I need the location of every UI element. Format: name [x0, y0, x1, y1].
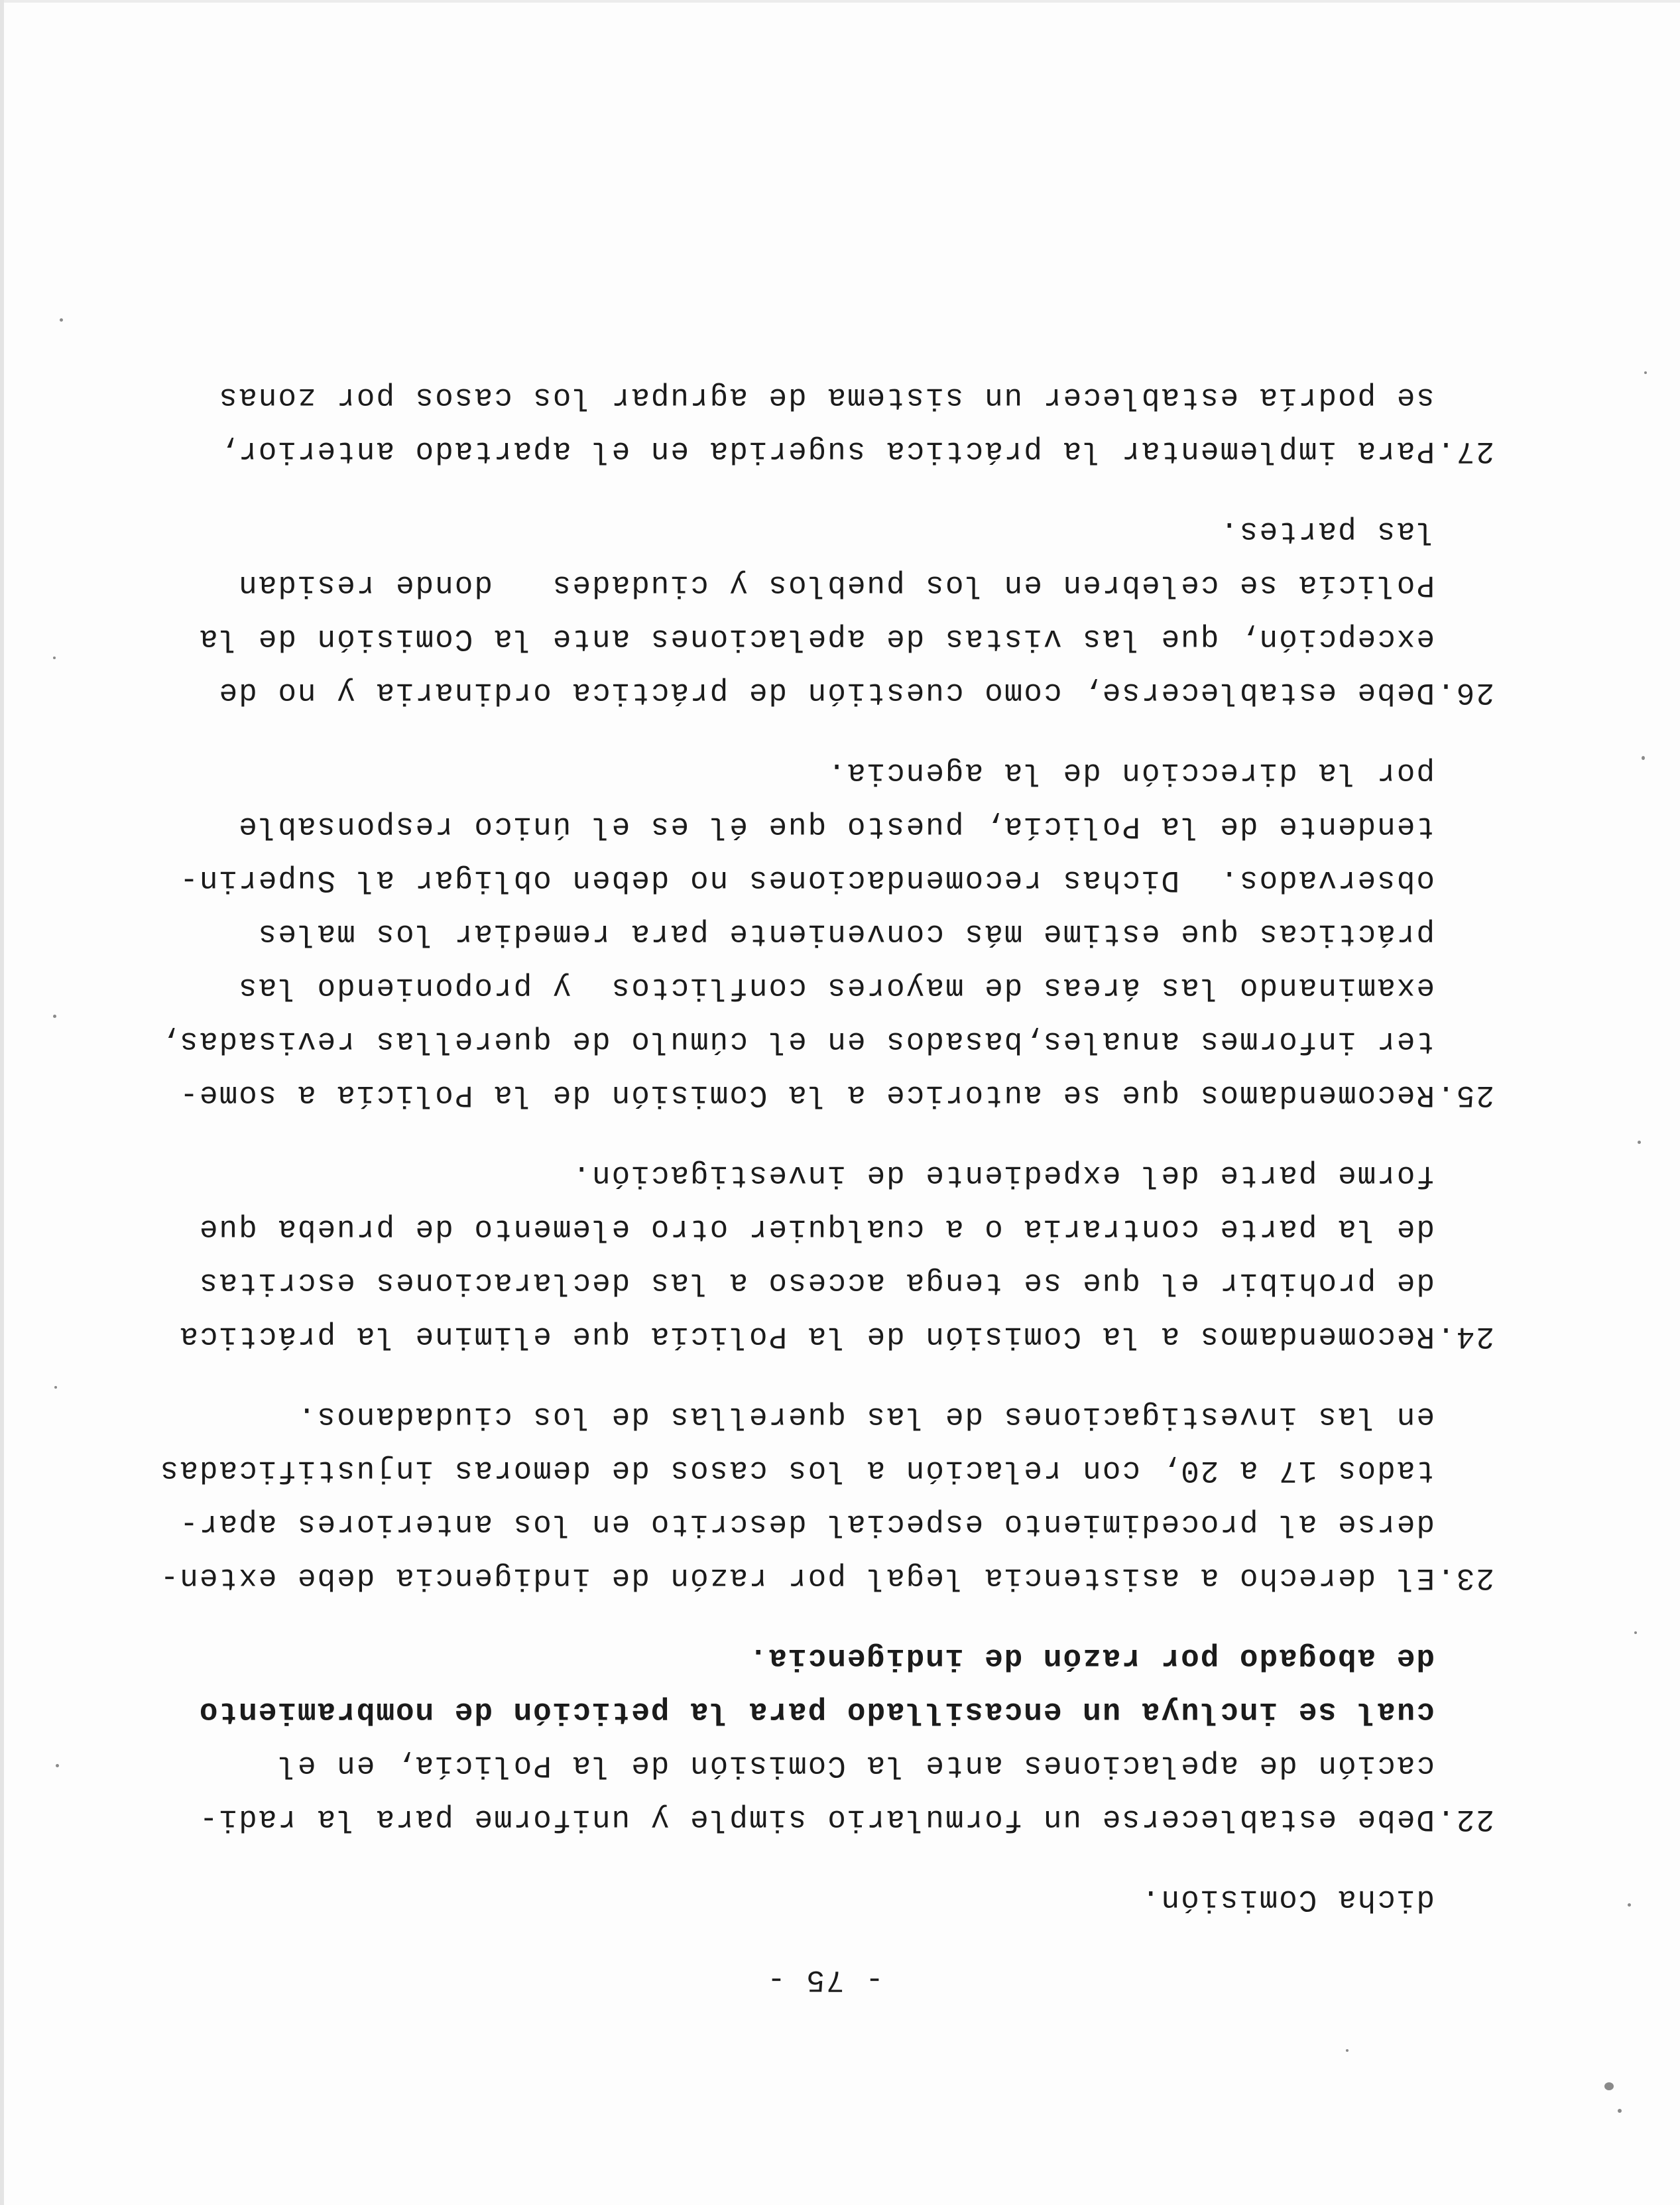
item-number: 27. — [1435, 434, 1494, 468]
line-text: ter informes anuales,basados en el cúmulo de querellas revisadas, — [158, 1024, 1435, 1058]
text-line — [155, 1497, 1494, 1550]
text-line — [155, 1631, 1494, 1684]
text-line — [155, 799, 1494, 853]
line-text: cual se incluya un encasillado para la petición de nombramiento — [198, 1694, 1435, 1729]
text-line — [155, 424, 1494, 477]
text-line — [155, 1068, 1494, 1121]
scan-speck — [1642, 756, 1645, 760]
text-line — [155, 1684, 1494, 1738]
typed-text-block — [155, 370, 1494, 2006]
item-number: 26. — [1435, 675, 1494, 710]
line-text: excepción, que las vistas de apelaciones ante la Comisión de la — [198, 621, 1435, 656]
item-number: 23. — [1435, 1560, 1494, 1595]
text-line — [155, 1443, 1494, 1497]
page-number: - 75 - — [766, 1962, 884, 1997]
line-text: de prohibir el que se tenga acceso a las declaraciones escritas — [198, 1265, 1435, 1300]
scan-speck — [56, 1764, 59, 1767]
text-line — [155, 1255, 1494, 1309]
line-text: Debe establecerse un formulario simple y uniforme para la radi- — [198, 1802, 1435, 1836]
line-text: Policía se celebren en los pueblos y ciudades donde residan — [237, 568, 1435, 602]
text-line — [155, 504, 1494, 558]
line-text: El derecho a asistencia legal por razón de indigencia debe exten- — [158, 1560, 1435, 1595]
scan-speck — [60, 318, 63, 322]
text-line — [155, 1738, 1494, 1792]
scan-speck — [53, 657, 56, 659]
text-line — [155, 1872, 1494, 1926]
line-text: tendente de la Policía, puesto que él es el único responsable — [237, 809, 1435, 844]
line-text: de la parte contraria o a cualquier otro elemento de prueba que — [198, 1212, 1435, 1246]
line-text: en las investigaciones de las querellas de los ciudadanos. — [296, 1399, 1435, 1434]
text-line — [155, 853, 1494, 907]
scan-speck — [1634, 1631, 1637, 1634]
line-text: por la dirección de la agencia. — [826, 755, 1435, 790]
line-text: las partes. — [1219, 514, 1435, 548]
line-text: de abogado por razón de indigencia. — [747, 1641, 1435, 1675]
line-text: Recomendamos que se autorice a la Comisión de la Policía a some- — [178, 1078, 1435, 1112]
line-text: derse al procedimiento especial descrito en los anteriores apar- — [178, 1507, 1435, 1541]
text-line — [155, 558, 1494, 611]
line-text: Debe establecerse, como cuestión de práctica ordinaria y no de — [217, 675, 1435, 710]
scan-speck — [1628, 1903, 1631, 1907]
text-line — [155, 1148, 1494, 1202]
scan-speck — [1346, 2049, 1349, 2052]
item-number: 24. — [1435, 1319, 1494, 1354]
line-text: se podría establecer un sistema de agrupar los casos por zonas — [217, 380, 1435, 414]
item-number: 25. — [1435, 1078, 1494, 1112]
text-line — [155, 1202, 1494, 1255]
line-text: Para implementar la práctica sugerida en el apartado anterior, — [217, 434, 1435, 468]
text-line — [155, 907, 1494, 960]
line-text: prácticas que estime más conveniente para remediar los males — [257, 916, 1435, 951]
line-text: forme parte del expediente de investigación. — [571, 1158, 1435, 1192]
text-line — [155, 1309, 1494, 1363]
text-line — [155, 665, 1494, 719]
scan-speck — [1644, 371, 1647, 374]
scan-speck — [53, 1015, 56, 1018]
text-lines — [155, 370, 1494, 1926]
line-text: dicha Comisión. — [1140, 1882, 1435, 1917]
text-line — [155, 611, 1494, 665]
scan-speck — [1604, 2082, 1614, 2090]
line-text: cación de apelaciones ante la Comisión de la Policía, en el — [276, 1748, 1435, 1783]
line-text: tados 17 a 20, con relación a los casos de demoras injustificadas — [158, 1453, 1435, 1487]
text-line — [155, 1014, 1494, 1068]
scan-speck — [54, 1386, 57, 1389]
text-line — [155, 1550, 1494, 1604]
item-number: 22. — [1435, 1802, 1494, 1836]
text-line — [155, 745, 1494, 799]
scan-speck — [1618, 2109, 1622, 2113]
text-line — [155, 1792, 1494, 1846]
line-text: observados. Dichas recomendaciones no deben obligar al Superin- — [178, 863, 1435, 897]
line-text: examinando las áreas de mayores conflictos y proponiendo las — [237, 970, 1435, 1005]
scan-speck — [1638, 1141, 1641, 1144]
text-line — [155, 1389, 1494, 1443]
text-line — [155, 960, 1494, 1014]
line-text: Recomendamos a la Comisión de la Policía que elimine la práctica — [178, 1319, 1435, 1354]
text-line — [155, 370, 1494, 424]
